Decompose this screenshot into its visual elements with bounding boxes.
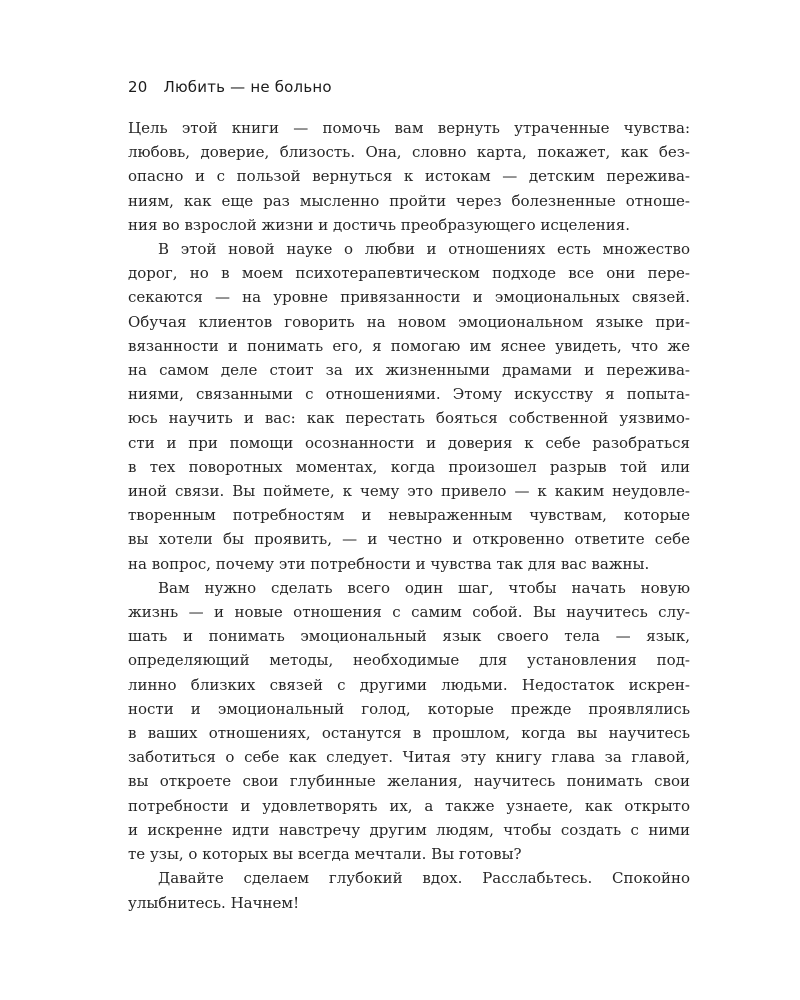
running-head	[128, 78, 332, 96]
text-line: творенным потребностям и невыраженным чувствам, которые	[128, 506, 690, 525]
running-title: Любить — не больно	[163, 78, 332, 96]
text-line: секаются — на уровне привязанности и эмоциональных связей.	[128, 288, 690, 307]
paragraph	[128, 237, 690, 576]
paragraph	[128, 866, 690, 914]
text-line: В этой новой науке о любви и отношениях есть множество	[158, 240, 690, 259]
text-line: Вам нужно сделать всего один шаг, чтобы начать новую	[158, 578, 690, 597]
text-line: сти и при помощи осознанности и доверия к себе разобраться	[128, 433, 690, 452]
text-line: те узы, о которых вы всегда мечтали. Вы готовы?	[128, 845, 522, 864]
page-number: 20	[128, 78, 148, 96]
text-line: опасно и с пользой вернуться к истокам — детским пережива-	[128, 167, 690, 186]
text-line: потребности и удовлетворять их, а также узнаете, как открыто	[128, 796, 690, 815]
text-line: определяющий методы, необходимые для установления под-	[128, 651, 690, 670]
text-line: ниям, как еще раз мысленно пройти через болезненные отноше-	[128, 191, 690, 210]
text-line: Цель этой книги — помочь вам вернуть утраченные чувства:	[128, 119, 690, 137]
text-line: шать и понимать эмоциональный язык своего тела — язык,	[128, 627, 690, 646]
text-line: на самом деле стоит за их жизненными драмами и пережива-	[128, 361, 690, 380]
paragraph	[128, 116, 690, 237]
text-line: заботиться о себе как следует. Читая эту книгу глава за главой,	[128, 748, 690, 767]
text-line: в ваших отношениях, останутся в прошлом, когда вы научитесь	[128, 724, 690, 743]
text-line: линно близких связей с другими людьми. Недостаток искрен-	[128, 675, 690, 694]
text-line: ности и эмоциональный голод, которые прежде проявлялись	[128, 699, 690, 718]
text-line: дорог, но в моем психотерапевтическом подходе все они пере-	[128, 264, 690, 283]
text-line: юсь научить и вас: как перестать бояться собственной уязвимо-	[128, 409, 690, 428]
text-line: на вопрос, почему эти потребности и чувства так для вас важны.	[128, 554, 650, 573]
text-line: вы откроете свои глубинные желания, научитесь понимать свои	[128, 772, 690, 791]
text-line: иной связи. Вы поймете, к чему это привело — к каким неудовле-	[128, 482, 690, 501]
text-line: Обучая клиентов говорить на новом эмоциональном языке при-	[128, 312, 690, 331]
text-line: ниями, связанными с отношениями. Этому искусству я попыта-	[128, 385, 690, 404]
paragraph	[128, 576, 690, 866]
text-line: в тех поворотных моментах, когда произошел разрыв той или	[128, 457, 690, 476]
text-line: жизнь — и новые отношения с самим собой. Вы научитесь слу-	[128, 603, 690, 622]
text-line: ния во взрослой жизни и достичь преобразующего исцеления.	[128, 215, 630, 234]
text-line: вязанности и понимать его, я помогаю им яснее увидеть, что же	[128, 336, 690, 355]
text-line: любовь, доверие, близость. Она, словно карта, покажет, как без-	[128, 143, 690, 162]
text-line: Давайте сделаем глубокий вдох. Расслабьтесь. Спокойно	[158, 869, 690, 888]
body-text	[128, 116, 690, 915]
text-line: вы хотели бы проявить, — и честно и откровенно ответите себе	[128, 530, 690, 549]
text-line: улыбнитесь. Начнем!	[128, 893, 300, 912]
text-line: и искренне идти навстречу другим людям, чтобы создать с ними	[128, 820, 690, 839]
